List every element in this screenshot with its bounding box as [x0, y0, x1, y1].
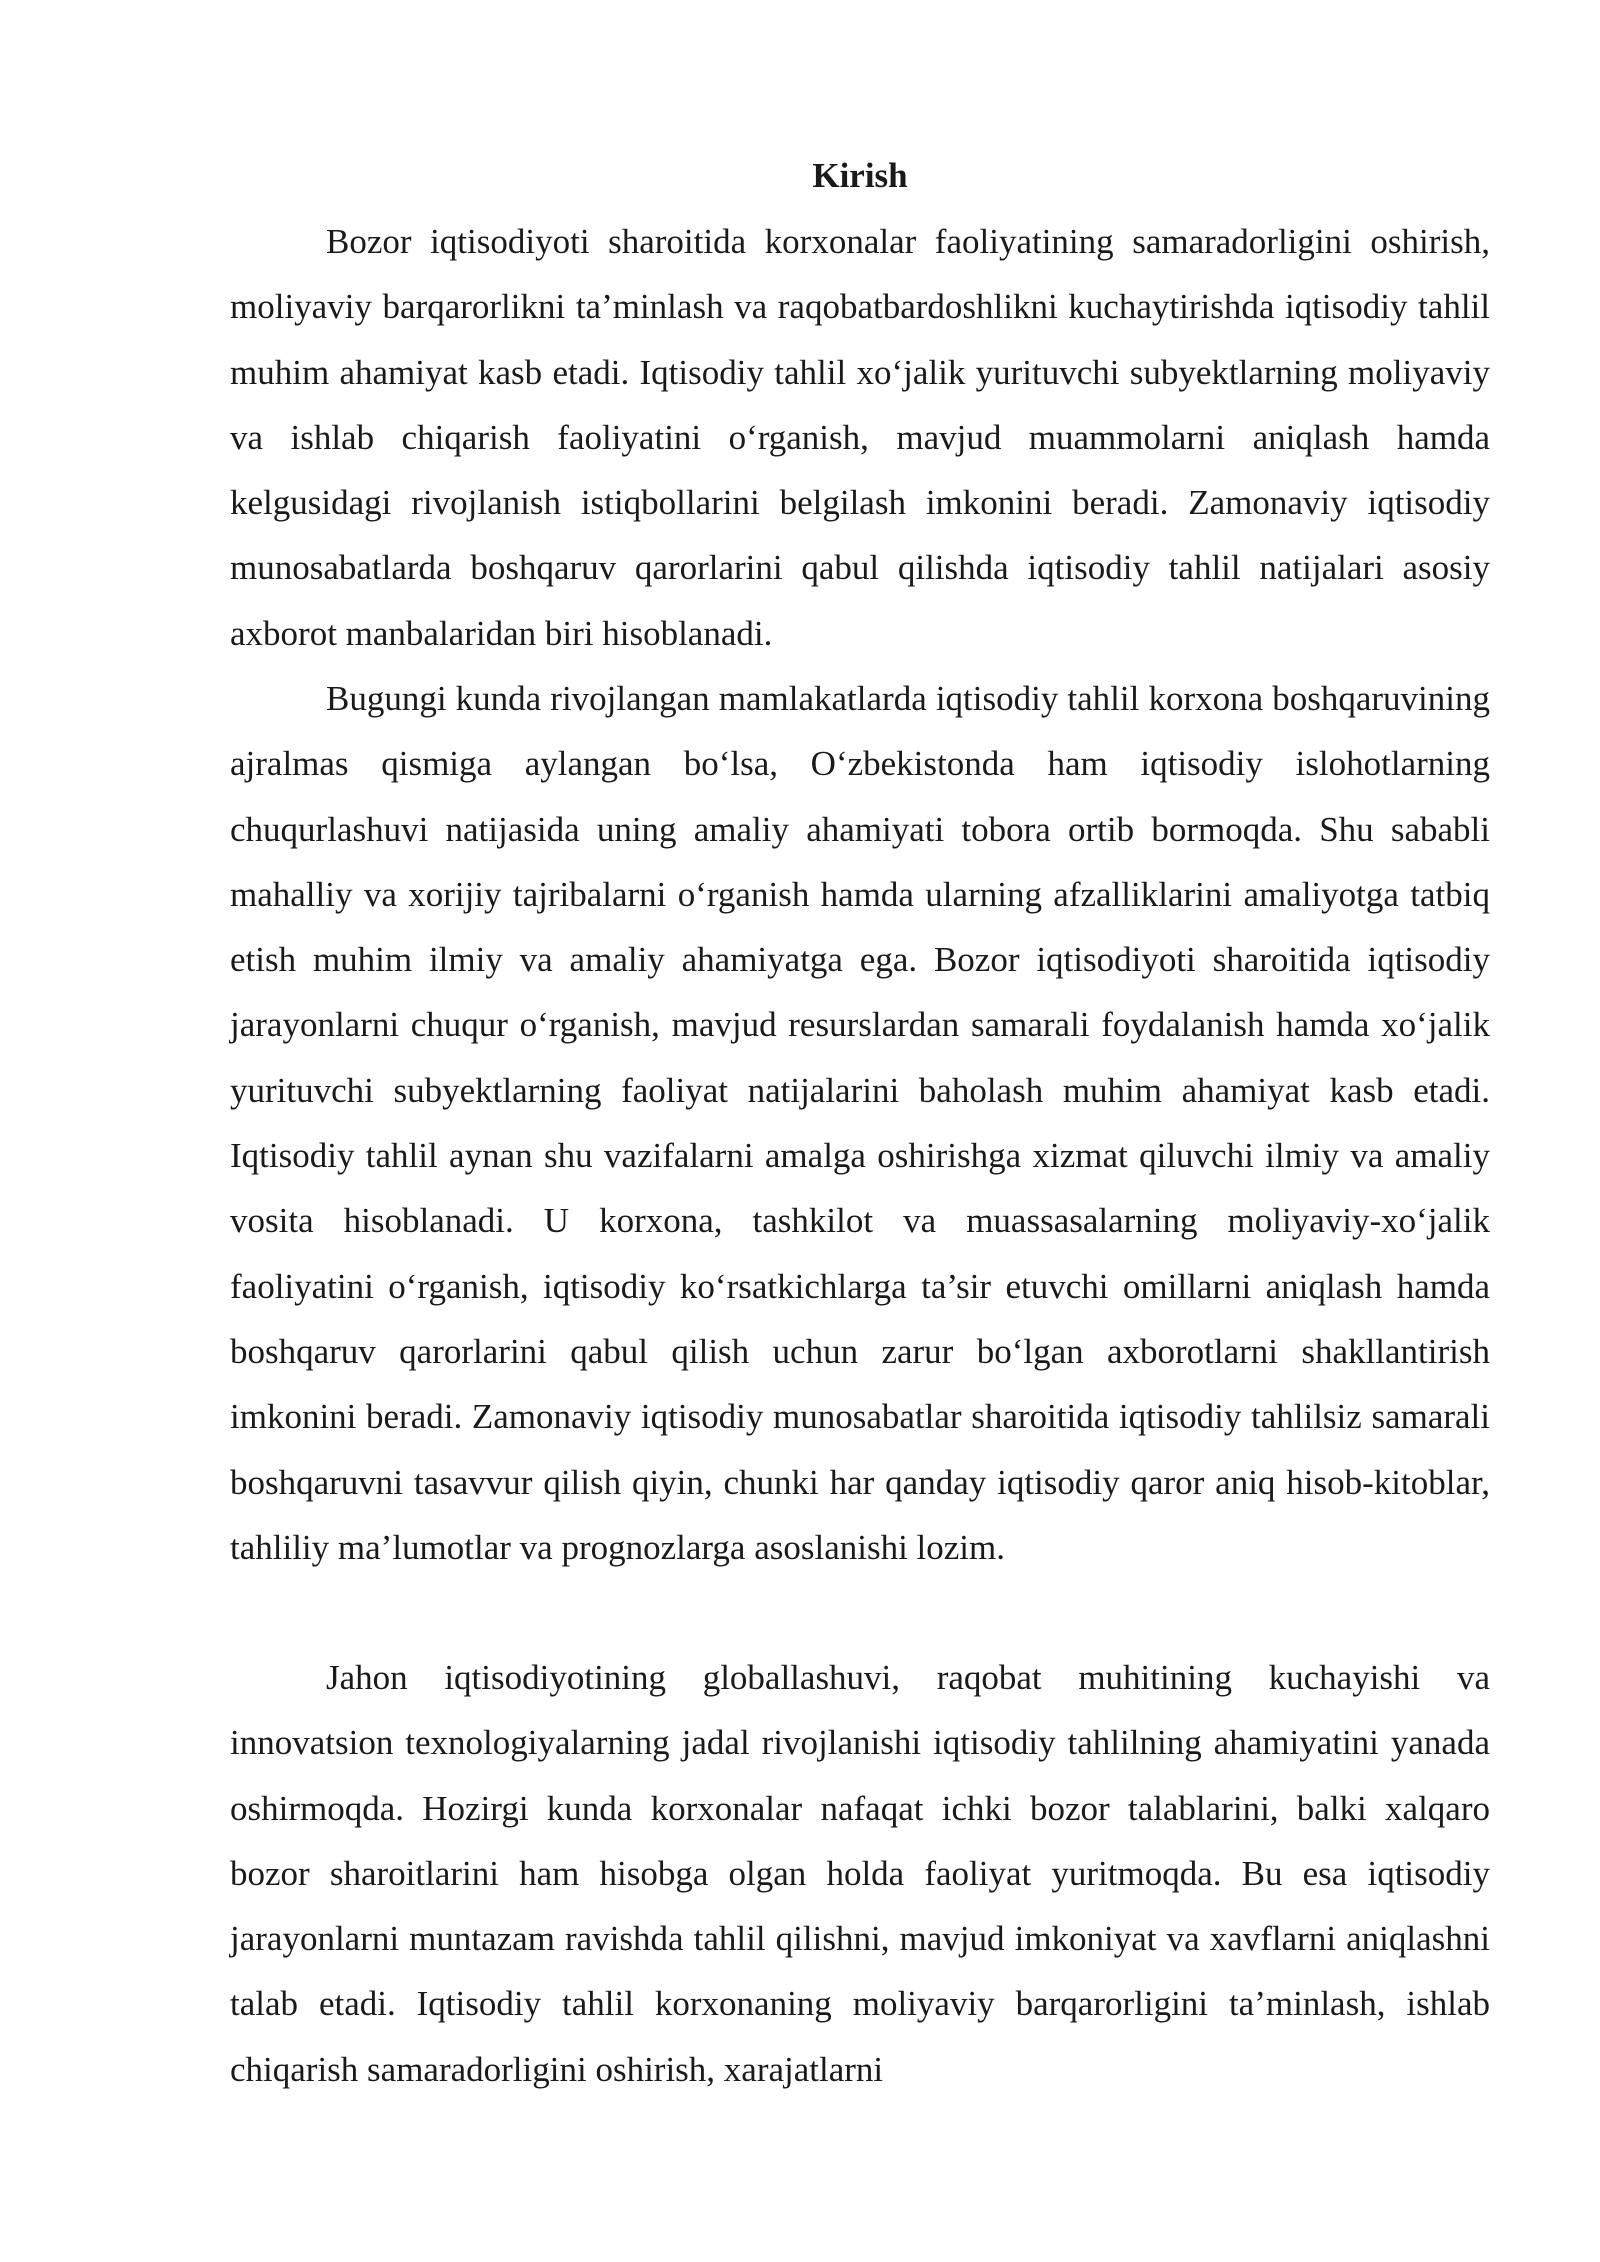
document-title: Kirish [812, 156, 908, 195]
paragraph-3: Jahon iqtisodiyotining globallashuvi, raqobat muhitining kuchayishi va innovatsion texnologiyalarning jadal rivojlanishi iqtisodiy tahlilning ahamiyatini yanada oshirmoqda. Hozirgi kunda korxonalar nafaqat ichki bozor talablarini, balki xalqaro bozor sharoitlarini ham hisobga olgan holda faoliyat yuritmoqda. Bu esa iqtisodiy jarayonlarni muntazam ravishda tahlil qilishni, mavjud imkoniyat va xavflarni aniqlashni talab etadi. Iqtisodiy tahlil korxonaning moliyaviy barqarorligini ta’minlash, ishlab chiqarish samaradorligini oshirish, xarajatlarni [230, 1658, 1490, 2089]
paragraph-1: Bozor iqtisodiyoti sharoitida korxonalar faoliyatining samaradorligini oshirish, moliyaviy barqarorlikni ta’minlash va raqobatbardoshlikni kuchaytirishda iqtisodiy tahlil muhim ahamiyat kasb etadi. Iqtisodiy tahlil xo‘jalik yurituvchi subyektlarning moliyaviy va ishlab chiqarish faoliyatini o‘rganish, mavjud muammolarni aniqlash hamda kelgusidagi rivojlanish istiqbollarini belgilash imkonini beradi. Zamonaviy iqtisodiy munosabatlarda boshqaruv qarorlarini qabul qilishda iqtisodiy tahlil natijalari asosiy axborot manbalaridan biri hisoblanadi. [230, 222, 1490, 653]
paragraph-2: Bugungi kunda rivojlangan mamlakatlarda iqtisodiy tahlil korxona boshqaruvining ajralmas qismiga aylangan bo‘lsa, O‘zbekistonda ham iqtisodiy islohotlarning chuqurlashuvi natijasida uning amaliy ahamiyati tobora ortib bormoqda. Shu sababli mahalliy va xorijiy tajribalarni o‘rganish hamda ularning afzalliklarini amaliyotga tatbiq etish muhim ilmiy va amaliy ahamiyatga ega. Bozor iqtisodiyoti sharoitida iqtisodiy jarayonlarni chuqur o‘rganish, mavjud resurslardan samarali foydalanish hamda xo‘jalik yurituvchi subyektlarning faoliyat natijalarini baholash muhim ahamiyat kasb etadi. Iqtisodiy tahlil aynan shu vazifalarni amalga oshirishga xizmat qiluvchi ilmiy va amaliy vosita hisoblanadi. U korxona, tashkilot va muassasalarning moliyaviy-xo‘jalik faoliyatini o‘rganish, iqtisodiy ko‘rsatkichlarga ta’sir etuvchi omillarni aniqlash hamda boshqaruv qarorlarini qabul qilish uchun zarur bo‘lgan axborotlarni shakllantirish imkonini beradi. Zamonaviy iqtisodiy munosabatlar sharoitida iqtisodiy tahlilsiz samarali boshqaruvni tasavvur qilish qiyin, chunki har qanday iqtisodiy qaror aniq hisob-kitoblar, tahliliy ma’lumotlar va prognozlarga asoslanishi lozim. [230, 679, 1490, 1567]
